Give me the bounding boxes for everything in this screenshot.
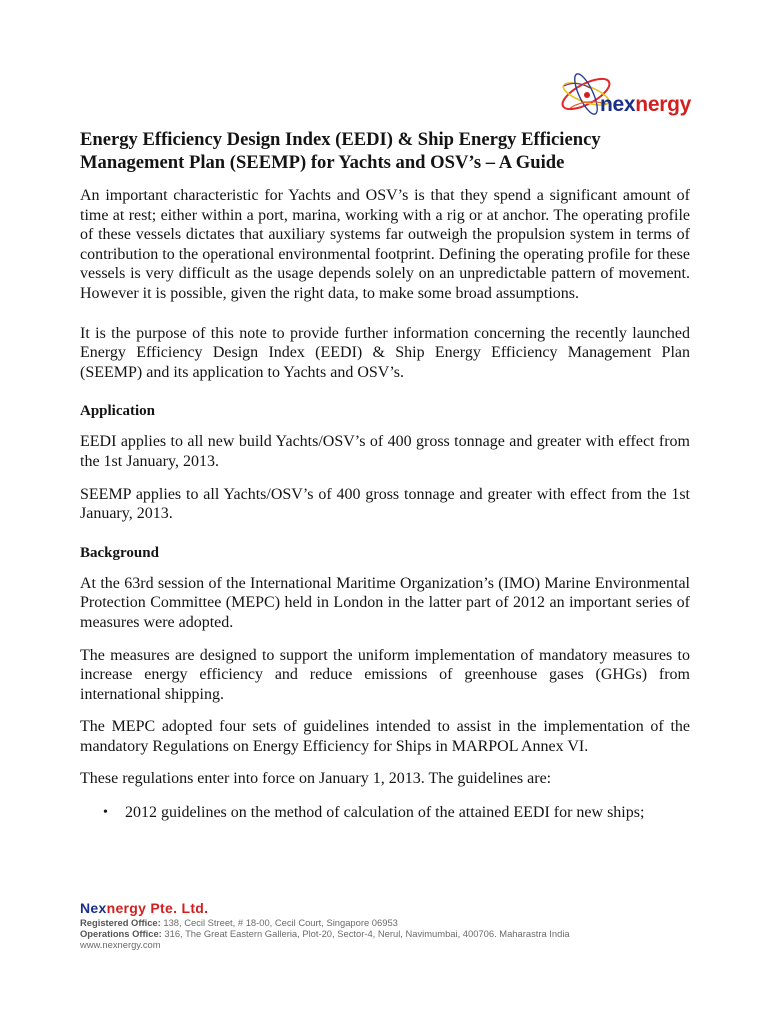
background-paragraph-2: The measures are designed to support the uniform implementation of mandatory measures to increase energy efficiency and reduce emissions of greenhouse gases (GHGs) from international shipping. [80, 646, 690, 703]
footer-registered-office [80, 917, 700, 928]
page-footer [80, 900, 700, 950]
application-paragraph-1: EEDI applies to all new build Yachts/OSV’s of 400 gross tonnage and greater with effect from the 1st January, 2013. [80, 433, 690, 470]
logo-text-nergy: nergy [635, 93, 691, 116]
list-item [80, 802, 690, 823]
background-paragraph-3: The MEPC adopted four sets of guidelines intended to assist in the implementation of the mandatory Regulations on Energy Efficiency for Ships in MARPOL Annex VI. [80, 718, 690, 755]
footer-company-nex: Nex [80, 900, 107, 916]
intro-paragraph-2: It is the purpose of this note to provide further information concerning the recently launched Energy Efficiency Design Index (EEDI) & Ship Energy Efficiency Management Plan (SEEMP) and its application to Yachts and OSV’s. [80, 324, 690, 381]
footer-company-rest: nergy Pte. Ltd. [106, 900, 209, 916]
intro-paragraph-1: An important characteristic for Yachts and OSV’s is that they spend a significant amount of time at rest; either within a port, marina, working with a rig or at anchor. The operating profile of these vessels dictates that auxiliary systems far outweigh the propulsion system in terms of contribution to the operational environmental footprint. Defining the operating profile for these vessels is very difficult as the usage depends solely on an unpredictable pattern of movement. However it is possible, given the right data, to make some broad assumptions. [80, 187, 690, 302]
company-logo [552, 66, 692, 126]
registered-office-address: 138, Cecil Street, # 18-00, Cecil Court, Singapore 06953 [160, 917, 398, 928]
footer-website: www.nexnergy.com [80, 939, 161, 950]
operations-office-address: 316, The Great Eastern Galleria, Plot-20, Sector-4, Nerul, Navimumbai, 400706. Maharastra India [161, 928, 570, 939]
operations-office-label: Operations Office: [80, 928, 162, 939]
guidelines-list [80, 802, 690, 823]
footer-operations-office [80, 928, 700, 939]
registered-office-label: Registered Office: [80, 917, 161, 928]
application-heading: Application [80, 403, 156, 420]
logo-wordmark [600, 94, 691, 115]
footer-company-name [80, 900, 700, 917]
background-paragraph-4: These regulations enter into force on January 1, 2013. The guidelines are: [80, 770, 552, 788]
application-paragraph-2: SEEMP applies to all Yachts/OSV’s of 400 gross tonnage and greater with effect from the 1st January, 2013. [80, 485, 690, 523]
list-item-text: 2012 guidelines on the method of calculation of the attained EEDI for new ships; [125, 804, 645, 822]
bullet-icon: • [103, 805, 108, 821]
document-title: Energy Efficiency Design Index (EEDI) & Ship Energy Efficiency Management Plan (SEEMP) for Yachts and OSV’s – A Guide [80, 129, 601, 173]
logo-text-nex: nex [600, 93, 636, 116]
document-body [80, 128, 690, 823]
background-heading: Background [80, 544, 159, 561]
background-paragraph-1: At the 63rd session of the International Maritime Organization’s (IMO) Marine Environmental Protection Committee (MEPC) held in London in the latter part of 2012 an important series of measures were adopted. [80, 574, 690, 631]
